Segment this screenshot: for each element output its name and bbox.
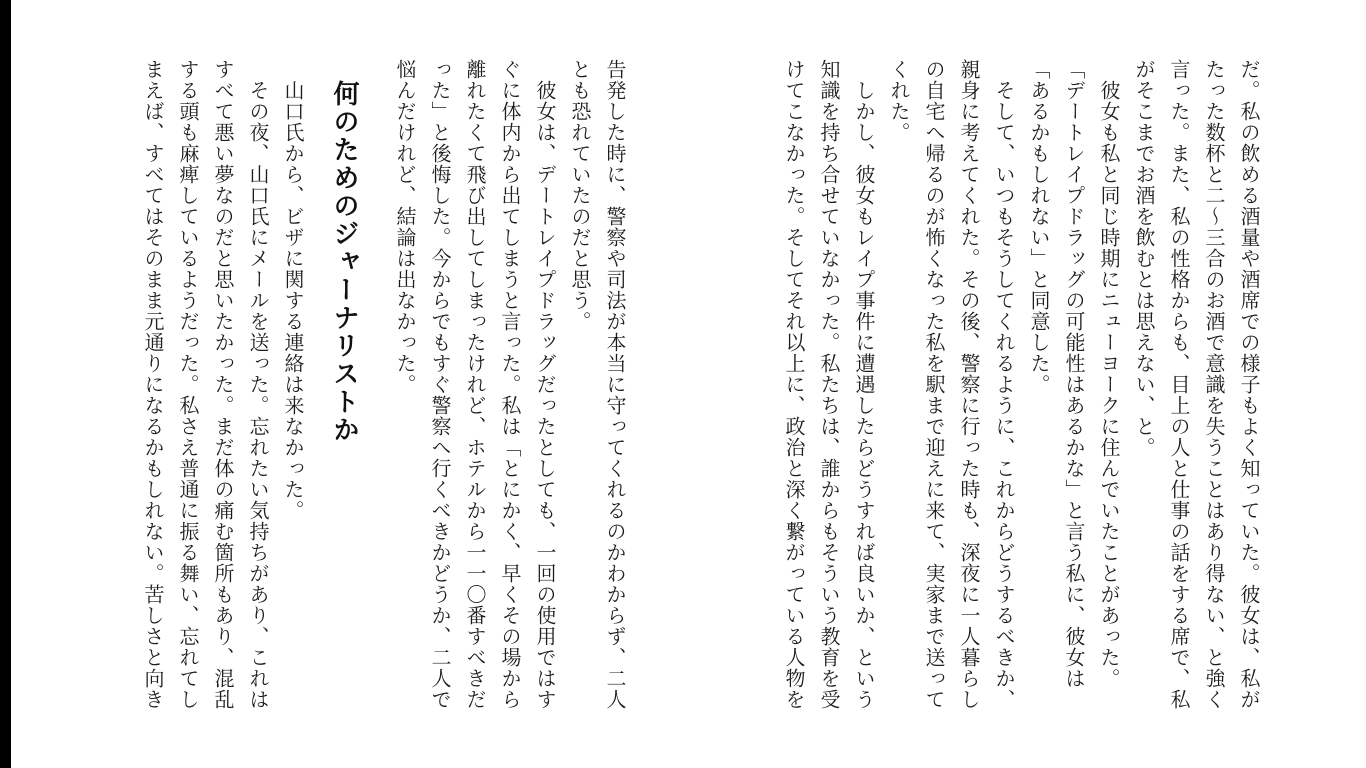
left-edge-bar bbox=[0, 0, 11, 768]
paragraph: 彼女も私と同じ時期にニューヨークに住んでいたことがあった。 bbox=[1097, 80, 1121, 689]
paragraph: しかし、彼女もレイプ事件に遭遇したらどうすれば良いか、という知識を持ち合せていなかった。私たちは、誰からもそういう教育を受けてこなかった。そしてそれ以上に、政治と深く繋がっている人物を bbox=[782, 59, 876, 710]
paragraph: 山口氏から、ビザに関する連絡は来なかった。 bbox=[281, 80, 305, 521]
paragraph: 彼女は、デートレイプドラッグだったとしても、一回の使用ではすぐに体内から出てしまうと言った。私は「とにかく、早くその場から離れたくて飛び出してしまったけれど、ホテルから一一〇番すべきだった」と後悔した。今からでもすぐ警察へ行くべきかどうか、二人で悩んだけれど、結論は出なかった。 bbox=[393, 59, 557, 710]
paragraph: そして、いつもそうしてくれるように、これからどうするべきか、親身に考えてくれた。その後、警察に行った時も、深夜に一人暮らしの自宅へ帰るのが怖くなった私を駅まで迎えに来て、実家まで送ってくれた。 bbox=[887, 59, 1016, 710]
book-page-left[interactable] bbox=[135, 59, 632, 710]
paragraph: 「デートレイプドラッグの可能性はあるかな」と言う私に、彼女は「あるかもしれない」と同意した。 bbox=[1027, 59, 1086, 689]
paragraph: だ。私の飲める酒量や酒席での様子もよく知っていた。彼女は、私がたった数杯と二〜三合のお酒で意識を失うことはあり得ない、と強く言った。また、私の性格からも、目上の人と仕事の話をする席で、私がそこまでお酒を飲むとは思えない、と。 bbox=[1132, 59, 1261, 710]
paragraph: 告発した時に、警察や司法が本当に守ってくれるのかわからず、二人とも恐れていたのだと思う。 bbox=[568, 59, 627, 710]
book-page-right[interactable] bbox=[776, 59, 1266, 710]
section-heading: 何のためのジャーナリストか bbox=[329, 80, 359, 444]
paragraph: その夜、山口氏にメールを送った。忘れたい気持ちがあり、これはすべて悪い夢なのだと思いたかった。まだ体の痛む箇所もあり、混乱する頭も麻痺しているようだった。私さえ普通に振る舞い、忘れてしまえば、すべてはそのまま元通りになるかもしれない。苦しさと向き bbox=[141, 59, 270, 710]
